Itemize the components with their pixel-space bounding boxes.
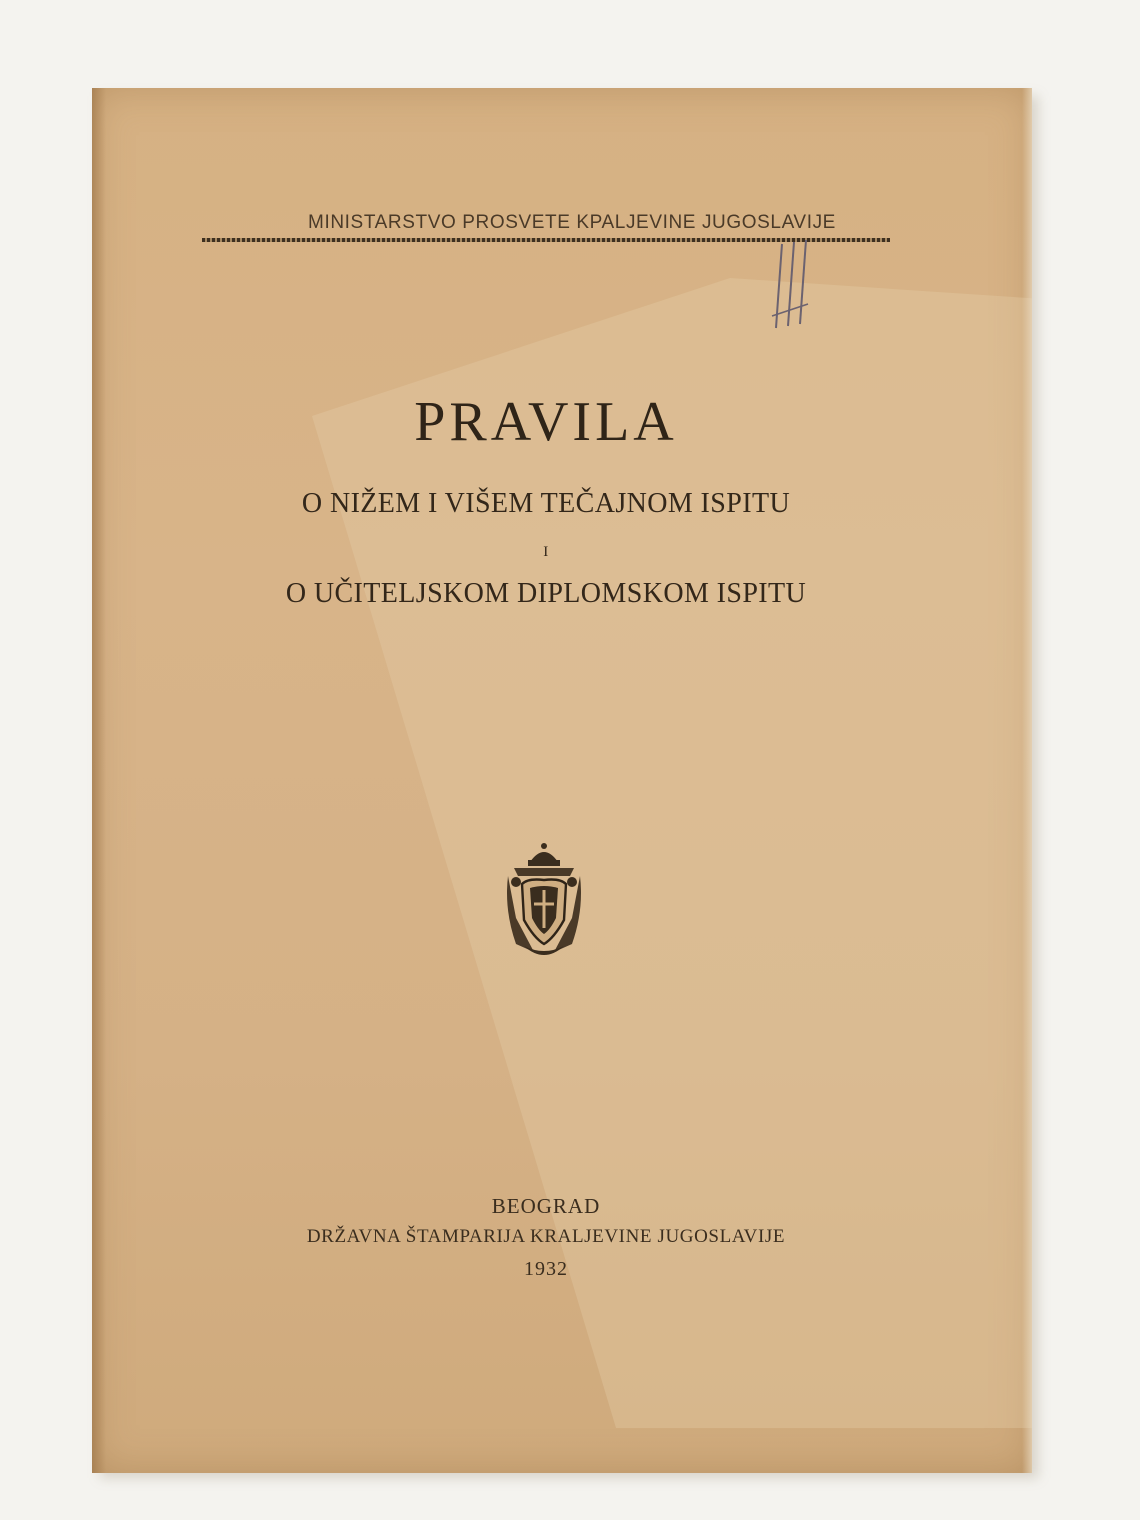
publication-year: 1932	[524, 1258, 568, 1280]
pencil-mark-icon	[768, 240, 828, 336]
ministry-header: MINISTARSTVO PROSVETE KPALJEVINE JUGOSLAVIJE	[308, 212, 836, 233]
subtitle-connector: I	[543, 544, 549, 560]
booklet-title: PRAVILA	[414, 391, 678, 453]
publication-city: BEOGRAD	[491, 1194, 601, 1218]
page-edges	[1022, 88, 1032, 1473]
subtitle-line-1: O NIŽEM I VIŠEM TEČAJNOM ISPITU	[301, 488, 791, 519]
subtitle-line-2: O UČITELJSKOM DIPLOMSKOM ISPITU	[285, 578, 807, 609]
booklet-cover	[92, 88, 1032, 1473]
printer-name: DRŽAVNA ŠTAMPARIJA KRALJEVINE JUGOSLAVIJE	[306, 1226, 786, 1247]
coat-of-arms-icon	[494, 840, 594, 968]
